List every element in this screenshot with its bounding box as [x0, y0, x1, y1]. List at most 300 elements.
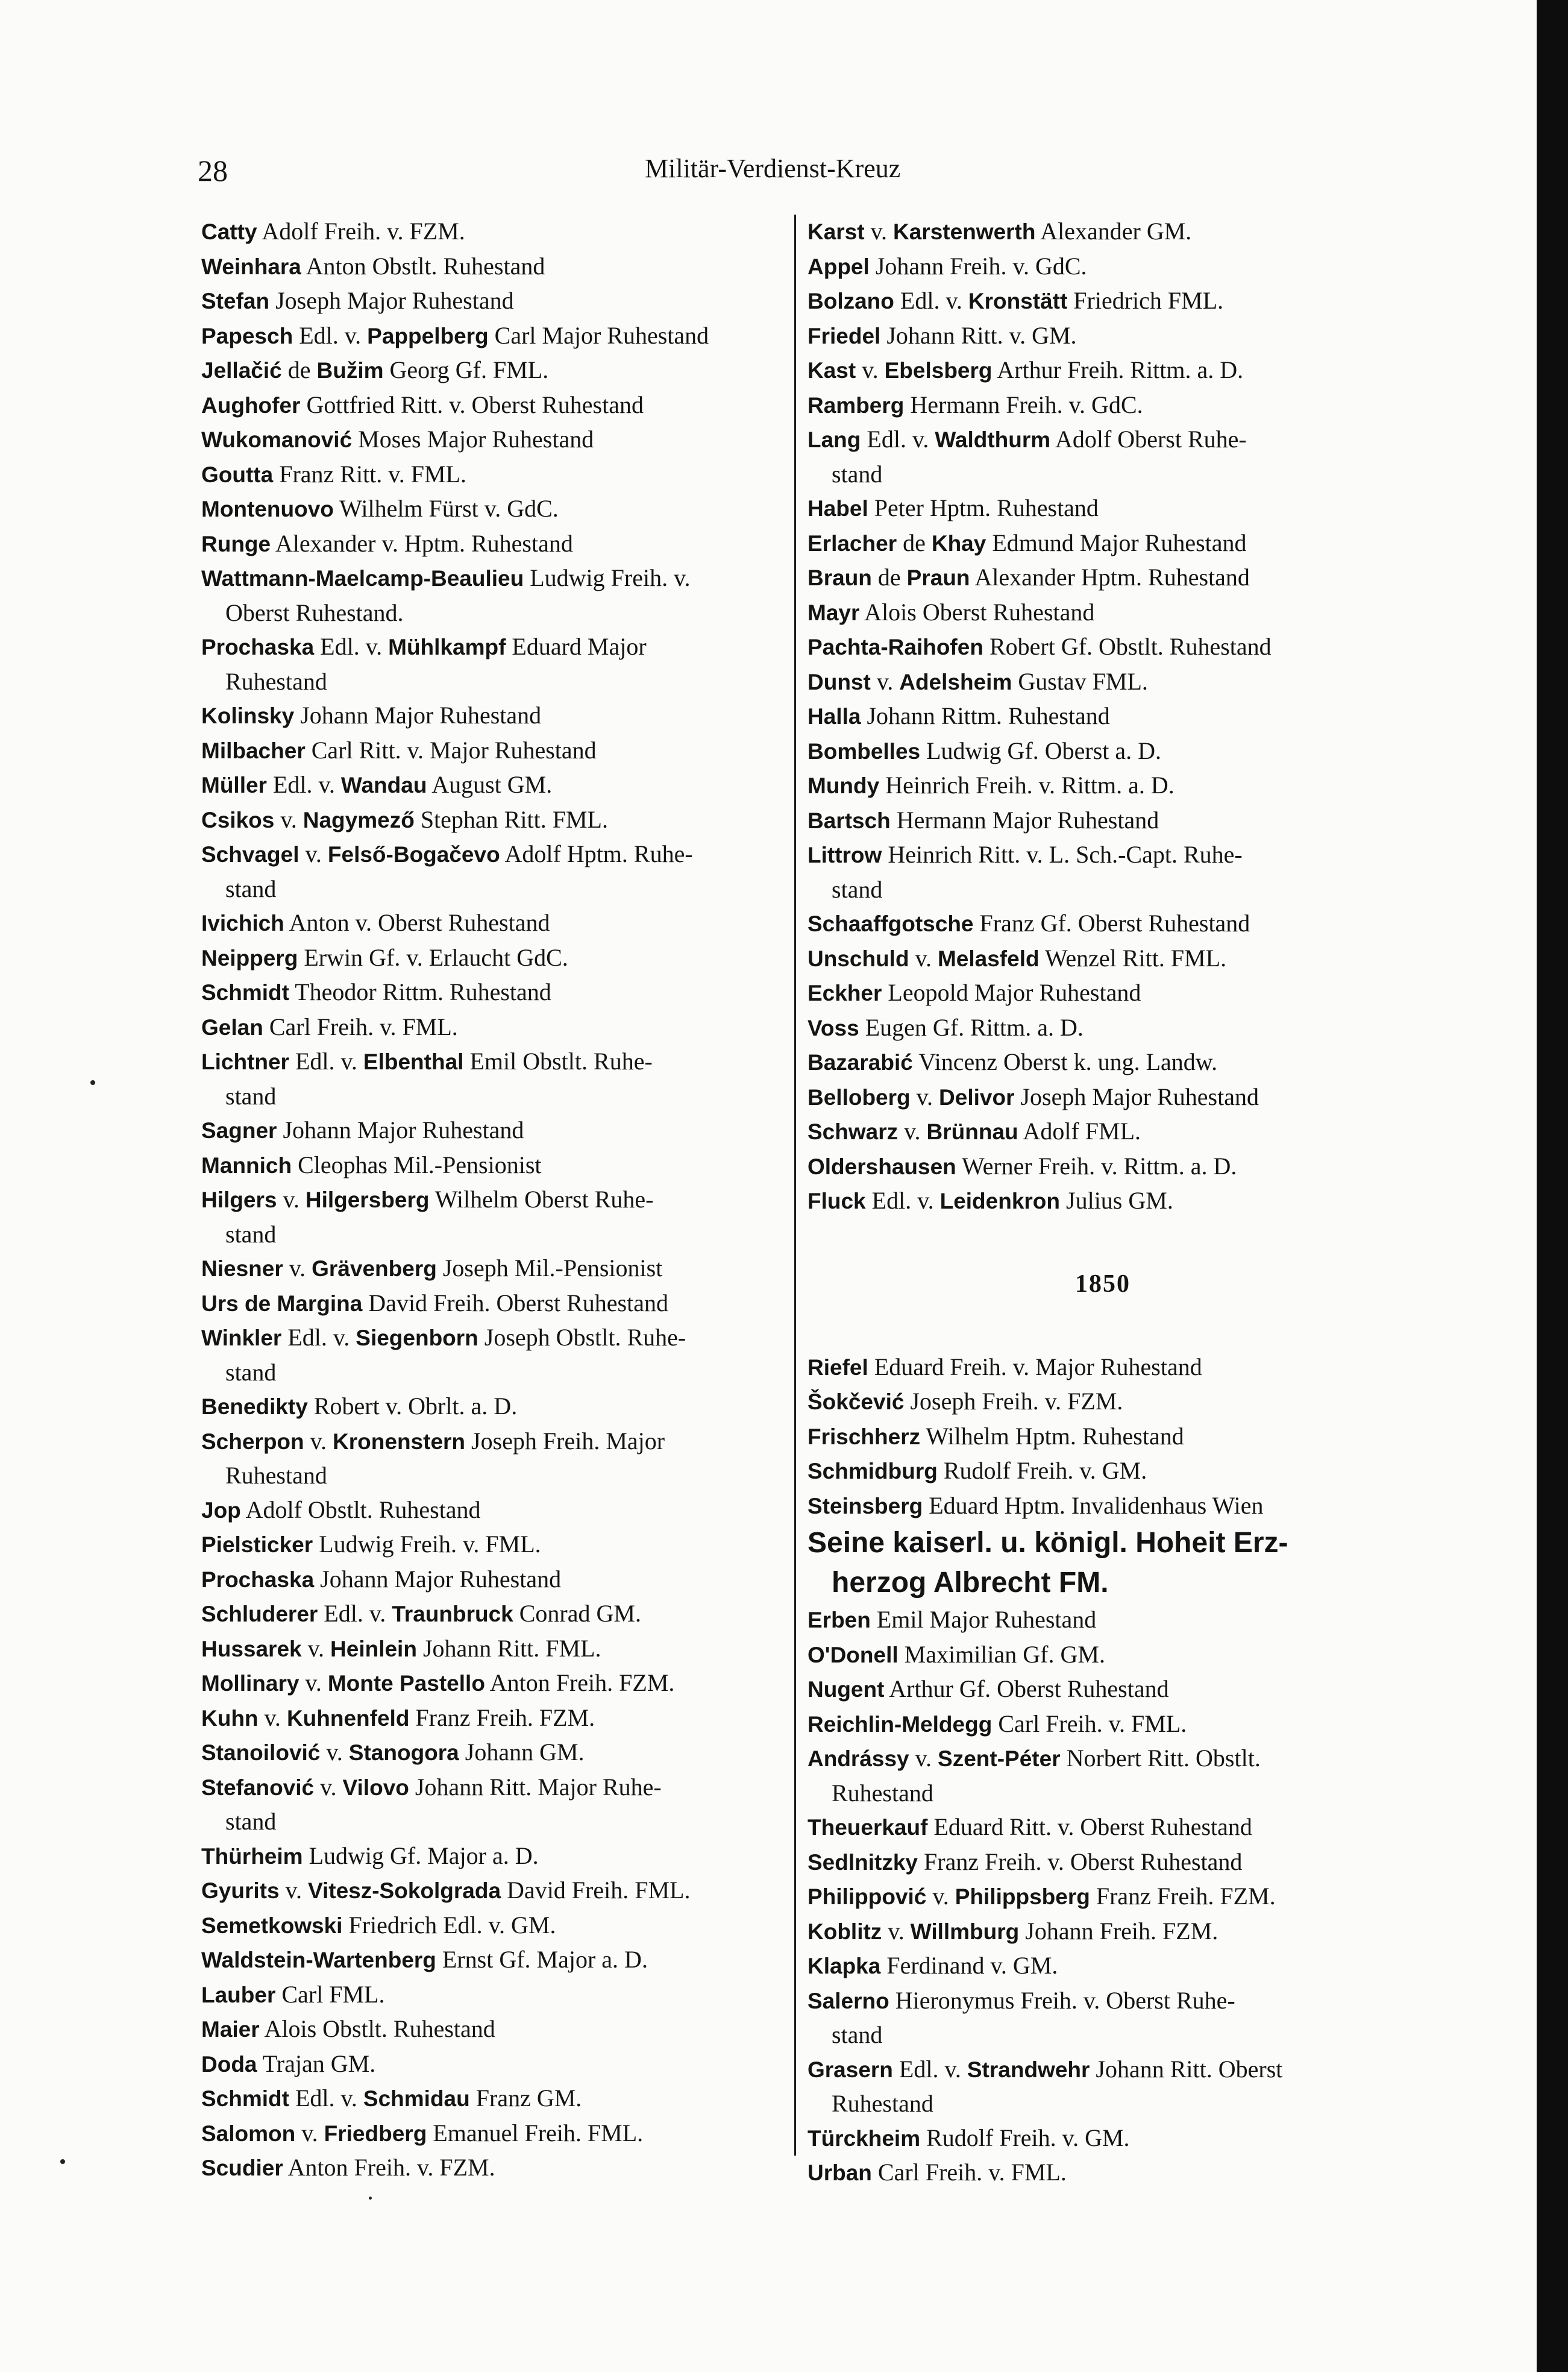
- entry-surname: Scherpon: [201, 1429, 304, 1454]
- entry-surname: Müller: [201, 773, 267, 797]
- entry-surname: Belloberg: [808, 1084, 911, 1110]
- entry-text: Johann Ritt. v. GM.: [880, 321, 1077, 349]
- entry-surname: Koblitz: [808, 1919, 882, 1944]
- entry-predicate: Ebelsberg: [884, 358, 993, 383]
- entry-text: Wilhelm Fürst v. GdC.: [333, 495, 559, 522]
- entry-text: Edl. v.: [281, 1324, 356, 1351]
- list-entry: [201, 319, 789, 354]
- entry-surname: Mundy: [808, 773, 880, 798]
- entry-text: v.: [870, 667, 900, 695]
- list-entry-continuation: stand: [225, 1082, 277, 1110]
- entry-surname: Sedlnitzky: [808, 1849, 918, 1875]
- list-entry: [808, 596, 1398, 631]
- list-entry: [201, 2116, 789, 2151]
- list-entry: [808, 1011, 1398, 1046]
- entry-text: v.: [299, 1669, 328, 1696]
- list-entry: [808, 284, 1398, 319]
- entry-text: Franz GM.: [469, 2084, 582, 2112]
- list-entry: [201, 837, 789, 872]
- entry-text: Eugen Gf. Rittm. a. D.: [859, 1013, 1083, 1041]
- list-entry-continuation: Oberst Ruhestand.: [225, 599, 404, 626]
- entry-surname: Schaaffgotsche: [808, 911, 974, 936]
- entry-text: Peter Hptm. Ruhestand: [868, 494, 1099, 521]
- entry-text: v.: [258, 1703, 287, 1731]
- entry-predicate: Hilgersberg: [305, 1188, 430, 1212]
- entry-surname: Fluck: [808, 1189, 866, 1213]
- list-entry: [201, 768, 789, 803]
- entry-text: de: [281, 356, 317, 383]
- list-entry: [808, 1810, 1398, 1845]
- entry-text: Joseph Obstlt. Ruhe-: [478, 1324, 686, 1351]
- entry-surname: Braun: [808, 565, 872, 590]
- entry-text: Ludwig Freih. v.: [524, 564, 691, 591]
- list-entry: [201, 1562, 789, 1597]
- list-entry: [808, 353, 1398, 388]
- entry-surname: Šokčević: [808, 1389, 905, 1414]
- entry-text: Wenzel Ritt. FML.: [1039, 944, 1227, 972]
- list-entry: [808, 734, 1398, 769]
- list-entry: [201, 492, 789, 527]
- entry-text: Johann Major Ruhestand: [314, 1565, 562, 1593]
- entry-text: Arthur Freih. Rittm. a. D.: [992, 356, 1244, 383]
- entry-surname: Philippović: [808, 1884, 927, 1909]
- entry-text: Ferdinand v. GM.: [880, 1952, 1058, 1979]
- entry-text: Emanuel Freih. FML.: [427, 2119, 644, 2147]
- list-entry: [808, 1454, 1398, 1489]
- entry-text: Edl. v.: [865, 1187, 940, 1214]
- entry-predicate: Elbenthal: [363, 1049, 464, 1074]
- list-entry: [201, 1321, 789, 1356]
- highlight-entry-line2: herzog Albrecht FM.: [832, 1567, 1109, 1599]
- entry-surname: Lauber: [201, 1982, 276, 2007]
- entry-surname: Klapka: [808, 1954, 881, 1978]
- entry-predicate: Kronenstern: [333, 1429, 466, 1454]
- list-entry: [201, 561, 789, 596]
- entry-surname: Stefanović: [201, 1775, 315, 1800]
- entry-surname: Jellačić: [201, 358, 282, 383]
- list-entry: [808, 1741, 1398, 1776]
- list-entry: [808, 491, 1398, 526]
- entry-surname: Salomon: [201, 2121, 296, 2146]
- entry-text: v.: [283, 1254, 312, 1282]
- list-entry-continuation: stand: [225, 875, 277, 902]
- entry-text: Alexander GM.: [1035, 218, 1192, 245]
- entry-predicate: Praun: [906, 565, 970, 590]
- entry-surname: Voss: [808, 1015, 859, 1040]
- list-entry: [808, 907, 1398, 942]
- entry-text: Edl. v.: [318, 1600, 392, 1627]
- column-divider: [794, 215, 796, 2156]
- list-entry: [808, 1115, 1398, 1150]
- entry-predicate: Mühlkampf: [388, 635, 506, 659]
- list-entry: [808, 838, 1398, 873]
- scan-speck: [90, 1080, 95, 1085]
- entry-predicate: Nagymező: [303, 807, 415, 832]
- entry-text: Adolf Freih. v. FZM.: [257, 218, 465, 245]
- entry-list-1850-continued: [808, 1603, 1398, 2191]
- list-entry: [808, 423, 1398, 458]
- list-entry: [201, 1908, 789, 1943]
- list-entry: [808, 1385, 1398, 1420]
- entry-text: Hermann Major Ruhestand: [890, 806, 1159, 834]
- list-entry: [201, 1735, 789, 1770]
- list-entry: [808, 1489, 1398, 1524]
- entry-text: Trajan GM.: [257, 2050, 376, 2077]
- list-entry: [201, 284, 789, 319]
- entry-text: Franz Freih. v. Oberst Ruhestand: [918, 1848, 1243, 1875]
- entry-surname: Pachta-Raihofen: [808, 635, 983, 659]
- entry-predicate: Delivor: [939, 1084, 1015, 1110]
- entry-surname: Reichlin-Meldegg: [808, 1711, 993, 1737]
- entry-text: Friedrich Edl. v. GM.: [342, 1911, 556, 1939]
- list-entry: [201, 941, 789, 976]
- entry-predicate: Bužim: [316, 358, 384, 383]
- entry-surname: Schmidt: [201, 980, 289, 1005]
- entry-surname: Appel: [808, 254, 870, 279]
- entry-text: v.: [926, 1883, 955, 1910]
- list-entry: [201, 1010, 789, 1045]
- entry-text: v.: [882, 1917, 911, 1945]
- list-entry: [201, 1597, 789, 1632]
- list-entry: [201, 250, 789, 285]
- entry-predicate: Brünnau: [926, 1119, 1018, 1144]
- page-number: 28: [198, 154, 228, 187]
- list-entry: [201, 1251, 789, 1286]
- list-entry: [808, 1984, 1398, 2019]
- entry-surname: Bartsch: [808, 808, 891, 833]
- entry-text: Anton Freih. v. FZM.: [283, 2154, 495, 2181]
- entry-text: Carl Freih. v. FML.: [263, 1013, 458, 1040]
- entry-surname: Andrássy: [808, 1746, 909, 1771]
- entry-text: Alois Obstlt. Ruhestand: [259, 2015, 495, 2042]
- list-entry: [808, 561, 1398, 596]
- entry-surname: Stefan: [201, 289, 270, 313]
- list-entry: [201, 2047, 789, 2082]
- entry-predicate: Felső-Bogačevo: [327, 842, 500, 867]
- entry-predicate: Leidenkron: [939, 1189, 1061, 1213]
- entry-text: Robert v. Obrlt. a. D.: [307, 1392, 518, 1420]
- entry-text: v.: [856, 356, 885, 383]
- entry-text: Franz Gf. Oberst Ruhestand: [973, 910, 1250, 937]
- entry-text: Moses Major Ruhestand: [352, 426, 594, 453]
- entry-text: Wilhelm Oberst Ruhe-: [429, 1186, 654, 1213]
- list-entry: [808, 1150, 1398, 1184]
- entry-text: Maximilian Gf. GM.: [898, 1640, 1105, 1668]
- list-entry: [201, 1839, 789, 1874]
- right-column: [808, 215, 1398, 2191]
- entry-text: Vincenz Oberst k. ung. Landw.: [912, 1048, 1218, 1075]
- list-entry: [201, 1632, 789, 1667]
- entry-surname: Habel: [808, 496, 868, 521]
- entry-surname: Dunst: [808, 669, 871, 694]
- entry-text: Heinrich Ritt. v. L. Sch.-Capt. Ruhe-: [882, 841, 1243, 868]
- entry-text: Joseph Freih. Major: [465, 1427, 665, 1455]
- list-entry: [201, 458, 789, 492]
- entry-text: v.: [299, 840, 328, 867]
- list-entry: [808, 942, 1398, 977]
- entry-text: Johann Freih. v. GdC.: [869, 252, 1087, 280]
- entry-surname: Ivichich: [201, 911, 284, 936]
- entry-text: Franz Freih. FZM.: [409, 1703, 595, 1731]
- entry-surname: Mannich: [201, 1153, 292, 1178]
- list-entry: [808, 976, 1398, 1011]
- entry-predicate: Friedberg: [324, 2121, 427, 2146]
- entry-surname: Kuhn: [201, 1705, 259, 1731]
- entry-surname: Waldstein-Wartenberg: [201, 1948, 436, 1972]
- list-entry: [201, 1148, 789, 1183]
- entry-text: de: [897, 529, 932, 556]
- entry-predicate: Vitesz-Sokolgrada: [307, 1878, 501, 1903]
- list-entry: [808, 388, 1398, 423]
- list-entry: [808, 2121, 1398, 2156]
- entry-text: Friedrich FML.: [1067, 287, 1224, 314]
- entry-text: Johann Ritt. FML.: [416, 1634, 601, 1662]
- list-entry: [808, 1949, 1398, 1984]
- entry-surname: Friedel: [808, 323, 881, 348]
- list-entry: [808, 1080, 1398, 1115]
- entry-predicate: Pappelberg: [367, 323, 489, 348]
- entry-text: Ernst Gf. Major a. D.: [436, 1946, 648, 1973]
- list-entry: [808, 1914, 1398, 1949]
- entry-predicate: Willmburg: [910, 1919, 1020, 1944]
- entry-text: de: [871, 564, 907, 591]
- entry-surname: Montenuovo: [201, 497, 334, 521]
- list-entry: [201, 527, 789, 562]
- list-entry: [201, 1389, 789, 1424]
- list-entry: [201, 1113, 789, 1148]
- entry-text: v.: [864, 218, 894, 245]
- entry-text: Heinrich Freih. v. Rittm. a. D.: [879, 772, 1174, 799]
- list-entry: [808, 804, 1398, 838]
- entry-text: v.: [314, 1773, 343, 1801]
- entry-surname: Wukomanović: [201, 427, 353, 452]
- entry-text: Edl. v.: [861, 426, 935, 453]
- entry-text: Adolf Hptm. Ruhe-: [500, 840, 693, 867]
- entry-surname: Kast: [808, 358, 856, 383]
- entry-surname: Schmidt: [201, 2086, 289, 2111]
- list-entry: [201, 2012, 789, 2047]
- entry-text: Eduard Ritt. v. Oberst Ruhestand: [927, 1813, 1252, 1840]
- entry-text: Adolf FML.: [1018, 1118, 1141, 1145]
- entry-predicate: Kronstätt: [968, 289, 1068, 313]
- entry-surname: Prochaska: [201, 1567, 315, 1592]
- list-entry: [201, 353, 789, 388]
- entry-text: David Freih. Oberst Ruhestand: [362, 1289, 668, 1317]
- list-entry: [808, 526, 1398, 561]
- entry-surname: Mollinary: [201, 1671, 299, 1696]
- entry-text: Carl FML.: [275, 1980, 385, 2008]
- list-entry: [201, 1978, 789, 2013]
- entry-text: v.: [909, 1744, 938, 1772]
- list-entry: [808, 1045, 1398, 1080]
- list-entry: [201, 215, 789, 250]
- entry-text: Johann Ritt. Major Ruhe-: [409, 1773, 662, 1801]
- entry-surname: Türckheim: [808, 2125, 921, 2151]
- entry-list-1849: [808, 215, 1398, 1219]
- list-entry: [201, 423, 789, 458]
- entry-text: Johann GM.: [459, 1738, 585, 1766]
- entry-predicate: Traunbruck: [392, 1602, 513, 1626]
- entry-surname: Bombelles: [808, 738, 921, 764]
- entry-surname: Karst: [808, 219, 865, 244]
- list-entry: [808, 215, 1398, 250]
- list-entry: [808, 630, 1398, 665]
- entry-text: Ludwig Gf. Major a. D.: [303, 1842, 539, 1869]
- entry-text: Erwin Gf. v. Erlaucht GdC.: [298, 943, 568, 971]
- entry-list-1850: [808, 1350, 1398, 1524]
- entry-surname: Littrow: [808, 843, 882, 867]
- entry-text: Edl. v.: [892, 2055, 967, 2083]
- entry-text: Johann Ritt. Oberst: [1090, 2055, 1283, 2083]
- entry-surname: Aughofer: [201, 392, 301, 418]
- entry-surname: Hussarek: [201, 1636, 302, 1661]
- entry-surname: Riefel: [808, 1354, 868, 1380]
- entry-predicate: Szent-Péter: [938, 1746, 1061, 1771]
- entry-text: Adolf Oberst Ruhe-: [1050, 426, 1247, 453]
- list-entry: [201, 1045, 789, 1080]
- entry-predicate: Khay: [931, 530, 986, 556]
- list-entry: [201, 1943, 789, 1978]
- entry-text: Hieronymus Freih. v. Oberst Ruhe-: [889, 1986, 1235, 2014]
- entry-surname: Urban: [808, 2160, 872, 2185]
- entry-predicate: Grävenberg: [312, 1256, 437, 1281]
- entry-text: Norbert Ritt. Obstlt.: [1060, 1744, 1261, 1772]
- entry-text: Rudolf Freih. v. GM.: [937, 1457, 1147, 1484]
- entry-text: Alexander v. Hptm. Ruhestand: [271, 529, 573, 557]
- entry-text: Julius GM.: [1060, 1187, 1173, 1214]
- entry-text: Johann Major Ruhestand: [294, 702, 542, 729]
- entry-text: Gottfried Ritt. v. Oberst Ruhestand: [300, 391, 644, 418]
- entry-text: Edl. v.: [289, 1048, 363, 1075]
- entry-surname: Schluderer: [201, 1602, 318, 1626]
- entry-surname: Lang: [808, 427, 861, 452]
- entry-surname: Oldershausen: [808, 1154, 956, 1179]
- entry-text: Conrad GM.: [513, 1600, 641, 1627]
- entry-surname: Theuerkauf: [808, 1815, 928, 1840]
- list-entry-continuation: stand: [225, 1220, 277, 1248]
- entry-predicate: Melasfeld: [937, 946, 1040, 971]
- entry-text: Rudolf Freih. v. GM.: [920, 2124, 1130, 2151]
- list-entry: [808, 1672, 1398, 1707]
- list-entry: [201, 1286, 789, 1321]
- list-entry-continuation: stand: [225, 1808, 277, 1835]
- entry-text: Eduard Major: [506, 633, 647, 660]
- entry-text: Cleophas Mil.-Pensionist: [292, 1151, 542, 1178]
- list-entry: [201, 1666, 789, 1701]
- list-entry-continuation: Ruhestand: [832, 2090, 933, 2117]
- entry-surname: Lichtner: [201, 1049, 289, 1074]
- entry-surname: Halla: [808, 704, 861, 729]
- list-entry: [201, 2081, 789, 2116]
- entry-text: Alois Oberst Ruhestand: [859, 598, 1095, 626]
- entry-predicate: Monte Pastello: [327, 1671, 485, 1696]
- entry-text: Carl Freih. v. FML.: [992, 1710, 1187, 1737]
- scan-speck: [369, 2197, 372, 2200]
- entry-text: Joseph Major Ruhestand: [1014, 1083, 1259, 1110]
- entry-text: v.: [279, 1877, 308, 1904]
- entry-text: v.: [295, 2119, 324, 2147]
- list-entry: [808, 1420, 1398, 1455]
- entry-predicate: Waldthurm: [935, 427, 1051, 452]
- entry-text: Gustav FML.: [1012, 667, 1148, 695]
- list-entry: [808, 1845, 1398, 1880]
- entry-text: Edl. v.: [266, 771, 341, 798]
- entry-text: August GM.: [427, 771, 553, 798]
- entry-surname: Kolinsky: [201, 703, 295, 728]
- left-column: [201, 215, 789, 2186]
- list-entry: [808, 1880, 1398, 1914]
- list-entry: [808, 2053, 1398, 2087]
- entry-surname: Winkler: [201, 1326, 282, 1350]
- entry-predicate: Vilovo: [342, 1775, 409, 1800]
- entry-surname: Salerno: [808, 1988, 889, 2013]
- list-entry: [808, 2156, 1398, 2191]
- entry-text: Theodor Rittm. Ruhestand: [289, 978, 551, 1005]
- list-entry: [201, 803, 789, 838]
- entry-surname: Scudier: [201, 2156, 283, 2180]
- entry-surname: Papesch: [201, 323, 293, 348]
- list-entry: [808, 769, 1398, 804]
- entry-surname: Erlacher: [808, 530, 897, 556]
- list-entry: [201, 906, 789, 941]
- entry-predicate: Siegenborn: [356, 1326, 478, 1350]
- entry-surname: Frischherz: [808, 1424, 921, 1449]
- entry-surname: Gyurits: [201, 1878, 280, 1903]
- entry-text: Edl. v.: [314, 633, 389, 660]
- entry-text: Hermann Freih. v. GdC.: [904, 391, 1143, 418]
- entry-surname: Schwarz: [808, 1119, 898, 1144]
- entry-text: Joseph Major Ruhestand: [269, 287, 514, 314]
- entry-surname: Schvagel: [201, 842, 299, 867]
- entry-surname: Semetkowski: [201, 1913, 343, 1938]
- list-entry: [201, 388, 789, 423]
- list-entry: [201, 1701, 789, 1736]
- list-entry: [201, 975, 789, 1010]
- entry-surname: Catty: [201, 219, 257, 244]
- entry-predicate: Stanogora: [348, 1740, 459, 1765]
- entry-surname: Gelan: [201, 1015, 263, 1040]
- entry-text: Eduard Hptm. Invalidenhaus Wien: [923, 1491, 1264, 1519]
- entry-text: v.: [909, 944, 938, 972]
- list-entry: [808, 699, 1398, 734]
- list-entry: [808, 1707, 1398, 1742]
- entry-text: Georg Gf. FML.: [383, 356, 549, 383]
- entry-text: Ludwig Freih. v. FML.: [313, 1530, 541, 1558]
- entry-predicate: Philippsberg: [955, 1884, 1090, 1909]
- list-entry-continuation: stand: [832, 875, 883, 903]
- entry-surname: Bolzano: [808, 289, 894, 313]
- entry-surname: Thürheim: [201, 1843, 303, 1869]
- entry-text: Edl. v.: [289, 2084, 363, 2112]
- list-entry: [808, 1184, 1398, 1219]
- entry-surname: Schmidburg: [808, 1459, 938, 1483]
- scan-speck: [60, 2159, 65, 2164]
- entry-surname: Urs de Margina: [201, 1291, 363, 1316]
- list-entry-continuation: Ruhestand: [225, 667, 327, 695]
- entry-surname: Hilgers: [201, 1188, 277, 1212]
- entry-text: Edl. v.: [293, 321, 368, 349]
- entry-surname: Grasern: [808, 2057, 893, 2082]
- entry-text: Leopold Major Ruhestand: [882, 979, 1141, 1006]
- entry-text: v.: [898, 1118, 927, 1145]
- entry-text: v.: [301, 1634, 331, 1662]
- entry-surname: Erben: [808, 1608, 871, 1632]
- entry-predicate: Karstenwerth: [893, 219, 1036, 244]
- list-entry-continuation: stand: [832, 2021, 883, 2048]
- entry-surname: Stanoilović: [201, 1740, 321, 1765]
- entry-surname: Mayr: [808, 600, 860, 625]
- entry-text: Emil Major Ruhestand: [870, 1606, 1097, 1633]
